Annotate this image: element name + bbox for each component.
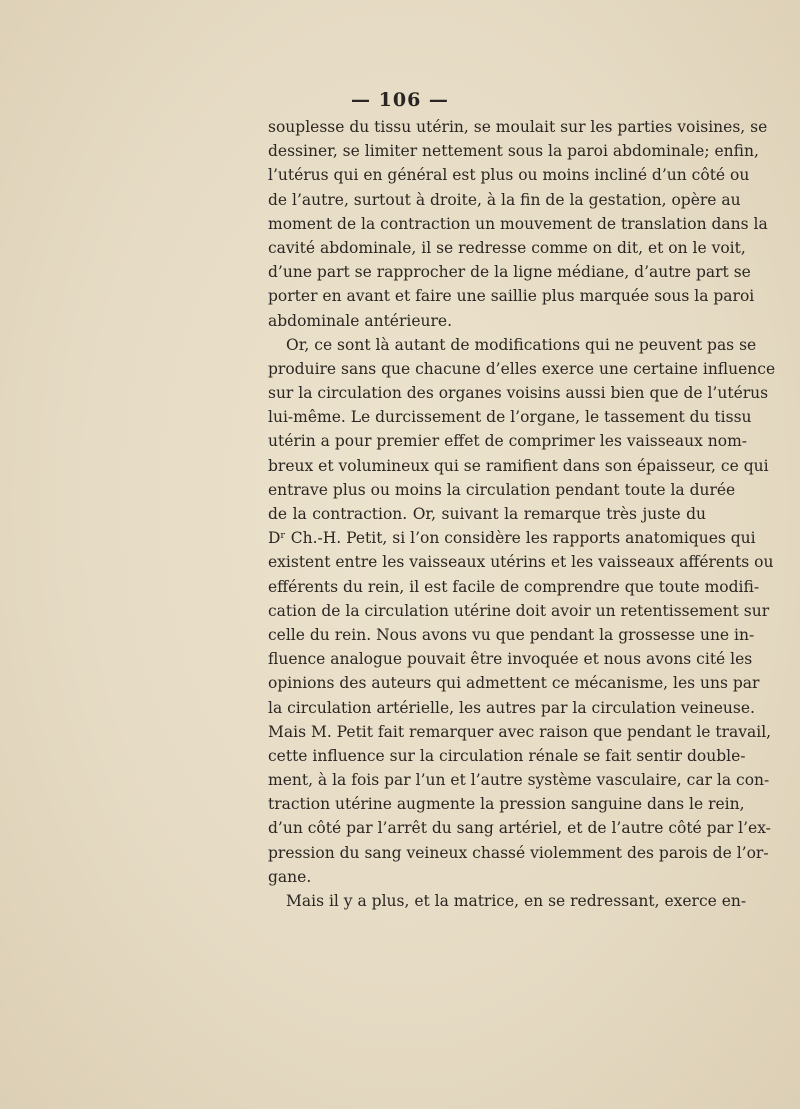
text-line: ment, à la fois par l’un et l’autre système vasculaire, car la con- [268,771,770,790]
text-line: celle du rein. Nous avons vu que pendant la grossesse une in- [268,625,755,644]
text-line: d’une part se rapprocher de la ligne médiane, d’autre part se [268,263,751,282]
text-line: de la contraction. Or, suivant la remarque très juste du [268,505,706,523]
text-line: porter en avant et faire une saillie plus marquée sous la paroi [268,287,755,306]
text-line: gane. [268,867,312,886]
text-line: cavité abdominale, il se redresse comme on dit, et on le voit, [268,238,746,257]
text-line: de l’autre, surtout à droite, à la fin de la gestation, opère au [268,190,741,209]
paragraph-1 [268,115,768,333]
text-line: efférents du rein, il est facile de comprendre que toute modifi- [268,577,760,596]
text-line: d’un côté par l’arrêt du sang artériel, et de l’autre côté par l’ex- [268,819,771,838]
text-line: sur la circulation des organes voisins aussi bien que de l’utérus [268,384,769,403]
text-line: traction utérine augmente la pression sanguine dans le rein, [268,795,745,814]
text-line: abdominale antérieure. [268,311,453,330]
paragraph-3 [268,889,747,913]
text-line: Dʳ Ch.-H. Petit, si l’on considère les rapports anatomiques qui [268,529,756,548]
text-line: pression du sang veineux chassé violemment des parois de l’or- [268,843,769,862]
text-line: produire sans que chacune d’elles exerce une certaine influence [268,359,776,378]
text-line: l’utérus qui en général est plus ou moins incliné d’un côté ou [268,166,750,185]
body-text [268,115,776,913]
text-line: existent entre les vaisseaux utérins et les vaisseaux afférents ou [268,553,774,572]
text-line: Mais il y a plus, et la matrice, en se redressant, exerce en- [286,892,747,910]
text-line: opinions des auteurs qui admettent ce mécanisme, les uns par [268,674,760,693]
text-line: lui-même. Le durcissement de l’organe, le tassement du tissu [268,408,752,427]
text-line: Or, ce sont là autant de modifications qui ne peuvent pas se [286,335,757,354]
page-number: — 106 — [351,89,449,111]
text-line: souplesse du tissu utérin, se moulait sur les parties voisines, se [268,118,768,136]
paragraph-2 [268,333,776,889]
text-line: la circulation artérielle, les autres par la circulation veineuse. [268,698,755,717]
text-line: cation de la circulation utérine doit avoir un retentissement sur [268,601,770,620]
text-line: utérin a pour premier effet de comprimer les vaisseaux nom- [268,432,748,451]
text-line: cette influence sur la circulation rénale se fait sentir double- [268,746,746,765]
text-line: entrave plus ou moins la circulation pendant toute la durée [268,480,736,499]
text-line: dessiner, se limiter nettement sous la paroi abdominale; enfin, [268,142,759,161]
text-line: moment de la contraction un mouvement de translation dans la [268,214,768,233]
text-line: breux et volumineux qui se ramifient dans son épaisseur, ce qui [268,456,769,475]
text-line: Mais M. Petit fait remarquer avec raison que pendant le travail, [268,722,772,741]
text-line: fluence analogue pouvait être invoquée et nous avons cité les [268,650,753,669]
